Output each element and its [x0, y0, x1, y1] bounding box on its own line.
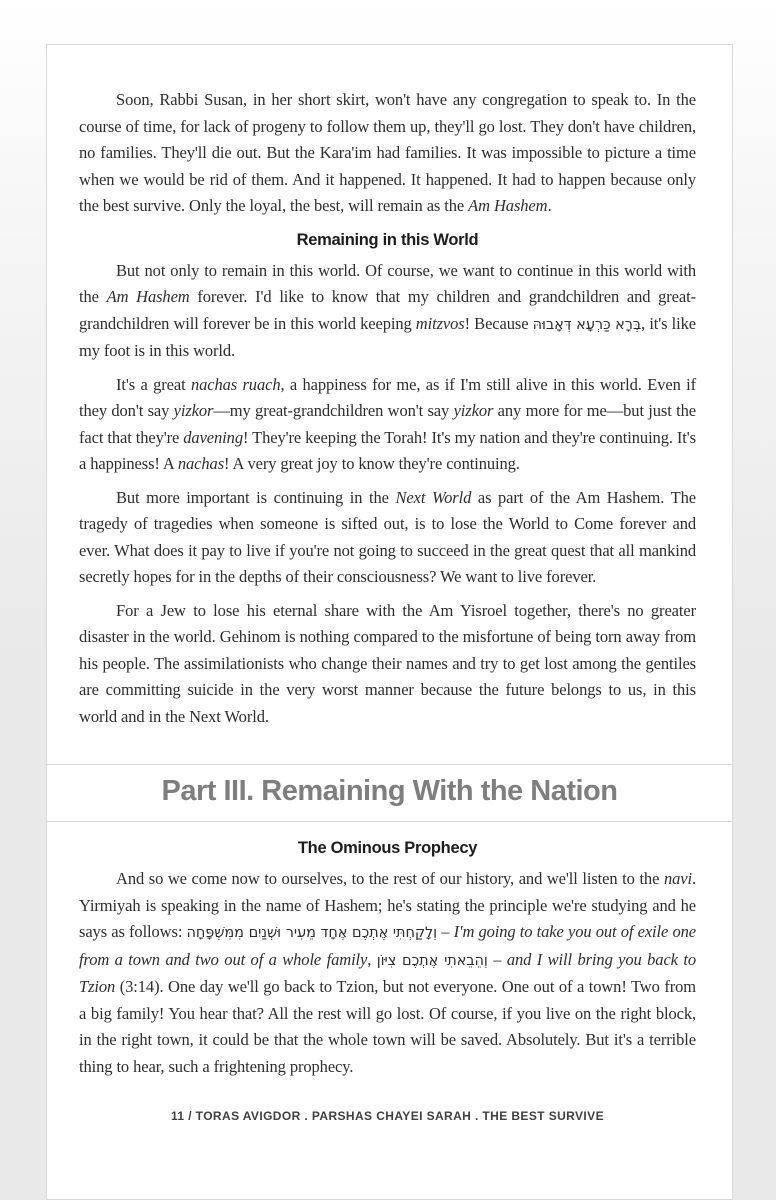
document-page: [46, 44, 733, 1200]
paragraph-remain-in-this-world: But not only to remain in this world. Of course, we want to continue in this world with the Am Hashem forever. I'd like to know that my children and grandchildren and great-grandchildren will forever be in this world keeping mitzvos! Because בְּרָא כַּרְעָא דְּאָבוּהּ, it's like my foot is in this world.: [79, 260, 696, 360]
italic-text: I'm going to take you out of exile one from a town and two out of a whole family: [79, 922, 697, 969]
italic-text: mitzvos: [415, 313, 465, 333]
paragraph-soon-rabbi-susan: Soon, Rabbi Susan, in her short skirt, won't have any congregation to speak to. In the course of time, for lack of progeny to follow them up, they'll go lost. They don't have children, no families. They'll die out. But the Kara'im had families. It was impossible to picture a time when we would be rid of them. And it happened. It happened. It had to happen because only the best survive. Only the loyal, the best, will remain as the Am Hashem.: [79, 90, 696, 215]
paragraph-next-world: But more important is continuing in the Next World as part of the Am Hashem. The tragedy of tragedies when someone is sifted out, is to lose the World to Come forever and ever. What does it pay to live if you're not going to succeed in the great quest that all mankind secretly hopes for in the depths of their consciousness? We want to live forever.: [79, 487, 696, 586]
part-divider: [47, 764, 732, 822]
hebrew-text: וְלָקַחְתִּי אֶתְכֶם אֶחָד מֵעִיר וּשְׁנַיִם מִמִּשְׁפָּחָה: [186, 925, 437, 941]
part-title: Part III. Remaining With the Nation: [161, 775, 618, 807]
paragraph-ominous-prophecy: And so we come now to ourselves, to the rest of our history, and we'll listen to the navi. Yirmiyah is speaking in the name of Hashem; he's stating the principle we're studying and he says as follows: וְלָקַחְתִּי אֶתְכֶם אֶחָד מֵעִיר וּשְׁנַיִם מִמִּשְׁפָּחָה – I'm going to take you out of exile one from a town and two out of a whole family, וְהֵבֵאתִי אֶתְכֶם צִיּוֹן – and I will bring you back to Tzion (3:14). One day we'll go back to Tzion, but not everyone. One out of a town! Two from a big family! You hear that? All the rest will go lost. Of course, if you live on the right block, in the right town, it could be that the whole town will be saved. Absolutely. But it's a terrible thing to hear, such a frightening prophecy.: [79, 869, 697, 1076]
hebrew-text: בְּרָא כַּרְעָא דְּאָבוּהּ: [532, 316, 642, 333]
section-heading-ominous-prophecy: The Ominous Prophecy: [297, 839, 478, 857]
italic-text: yizkor: [453, 401, 494, 420]
italic-text: Next World: [395, 487, 472, 507]
italic-text: nachas ruach: [190, 374, 281, 394]
italic-text: nachas: [177, 454, 225, 473]
italic-text: yizkor: [173, 401, 214, 420]
italic-text: davening: [183, 427, 243, 447]
paragraph-nachas-ruach: It's a great nachas ruach, a happiness for me, as if I'm still alive in this world. Even if they don't say yizkor—my great-grandchildren won't say yizkor any more for me—but just the fact that they're davening! They're keeping the Torah! It's my nation and they're continuing. It's a happiness! A nachas! A very great joy to know they're continuing.: [79, 374, 696, 473]
page-content: [47, 45, 732, 1123]
section-heading-remaining-in-this-world: Remaining in this World: [296, 230, 479, 249]
italic-text: Am Hashem: [468, 196, 548, 215]
italic-text: navi: [663, 869, 692, 888]
italic-text: Am Hashem: [106, 287, 190, 306]
italic-text: and I will bring you back to Tzion: [79, 949, 697, 996]
paragraph-eternal-share: For a Jew to lose his eternal share with the Am Yisroel together, there's no greater disaster in the world. Gehinom is nothing compared to the misfortune of being torn away from his people. The assimilationists who change their names and try to get lost among the gentiles are committing suicide in the very worst manner because the future belongs to us, in this world and in the Next World.: [79, 600, 696, 726]
page-footer: 11 / TORAS AVIGDOR . PARSHAS CHAYEI SARAH . THE BEST SURVIVE: [171, 1109, 604, 1123]
hebrew-text: וְהֵבֵאתִי אֶתְכֶם צִיּוֹן: [376, 952, 488, 969]
